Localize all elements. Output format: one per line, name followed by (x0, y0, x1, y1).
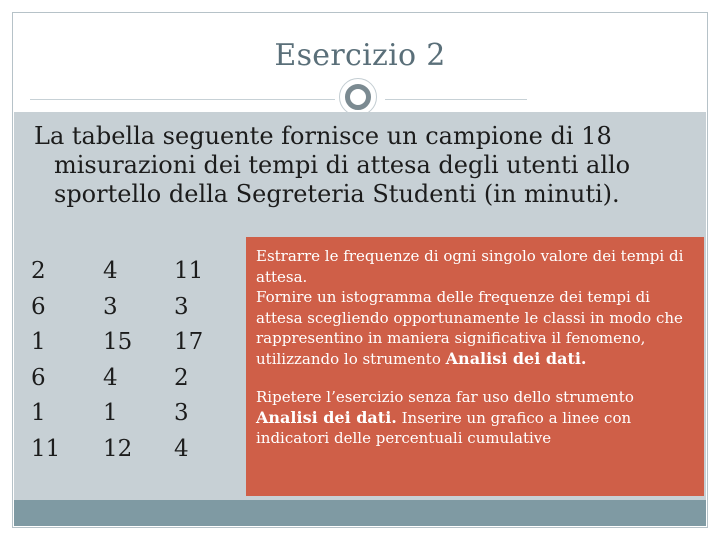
title-divider-right (385, 99, 527, 100)
intro-line-2: misurazioni dei tempi di attesa degli utenti allo (54, 151, 631, 179)
data-value: 2 (174, 364, 189, 391)
instructions-box (246, 237, 704, 496)
analysis-tool-label: Analisi dei dati. (445, 348, 587, 368)
instruction-repeat: Ripetere l’esercizio senza far uso dello strumento (256, 388, 634, 406)
data-value: 4 (174, 435, 189, 462)
analysis-tool-label-2: Analisi dei dati. (256, 407, 397, 427)
data-value: 1 (31, 400, 46, 426)
data-value: 15 (103, 329, 133, 355)
data-value: 3 (103, 293, 118, 320)
data-value: 11 (31, 435, 61, 462)
data-value: 1 (31, 329, 46, 355)
ring-ornament-icon (339, 78, 377, 116)
intro-line-3: sportello della Segreteria Studenti (in minuti). (54, 180, 620, 208)
data-value: 12 (103, 435, 133, 462)
intro-text (34, 122, 674, 209)
data-value: 11 (174, 258, 204, 284)
instruction-histogram: Fornire un istogramma delle frequenze dei tempi di attesa scegliendo opportunamente le classi in modo che rappresentino in maniera significativa il fenomeno, utilizzando lo strumento (256, 288, 683, 368)
data-value: 17 (174, 329, 204, 355)
data-value: 4 (103, 364, 118, 391)
data-column-3 (174, 254, 203, 467)
data-column-1 (31, 254, 60, 467)
intro-line-1: La tabella seguente fornisce un campione di 18 (34, 122, 612, 150)
title-divider-left (30, 99, 335, 100)
slide-title: Esercizio 2 (274, 38, 446, 73)
data-value: 3 (174, 293, 189, 320)
instructions-paragraph-2 (256, 387, 694, 449)
footer-bar (14, 500, 706, 526)
instruction-frequencies: Estrarre le frequenze di ogni singolo valore dei tempi di attesa. (256, 247, 684, 286)
data-value: 1 (103, 400, 118, 426)
data-value: 6 (31, 293, 46, 320)
data-value: 6 (31, 364, 46, 391)
data-value: 2 (31, 258, 46, 284)
data-value: 4 (103, 258, 118, 284)
data-column-2 (103, 254, 132, 467)
instructions-paragraph-1 (256, 246, 694, 369)
data-value: 3 (174, 400, 189, 426)
instruction-line-chart: Inserire un grafico a linee con indicatori delle percentuali cumulative (256, 408, 632, 447)
